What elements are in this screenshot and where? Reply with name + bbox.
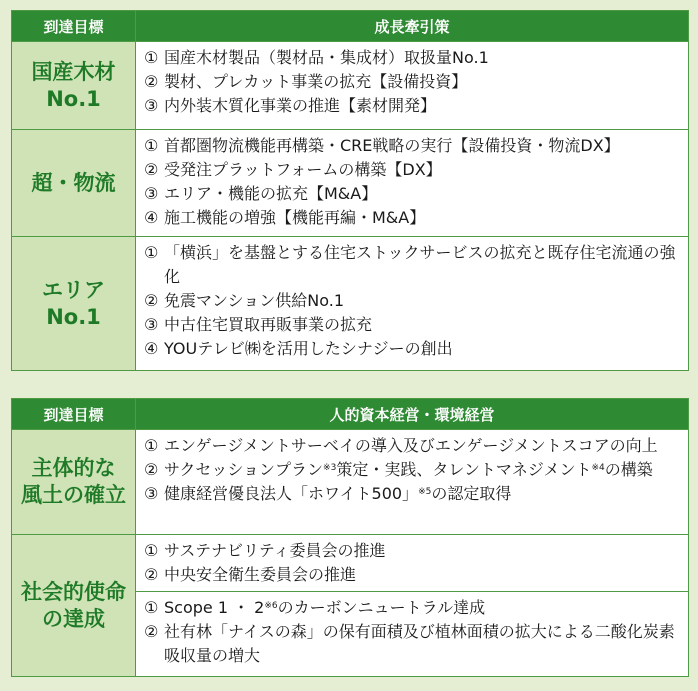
table-row (12, 42, 689, 130)
list-item: ① エンゲージメントサーベイの導入及びエンゲージメントスコアの向上 (144, 436, 658, 455)
table-row (12, 237, 689, 371)
table-header-row (12, 399, 689, 430)
goal-cell: エリア No.1 (12, 237, 136, 371)
strategy-cell (136, 535, 689, 677)
footnote-mark: ※4 (591, 463, 605, 473)
table-row (12, 430, 689, 535)
list-item: ③ 内外装木質化事業の推進【素材開発】 (144, 96, 437, 115)
strategy-cell (136, 237, 689, 371)
growth-strategy-table (11, 10, 689, 371)
table-row (12, 130, 689, 237)
list-item: ② サクセッションプラン$^{※3}$策定・実践、タレントマネジメント$^{※4}$の構築 (144, 460, 653, 479)
goal-cell: 国産木材 No.1 (12, 42, 136, 130)
list-item: ② 製材、プレカット事業の拡充【設備投資】 (144, 72, 468, 91)
footnote-mark: ※6 (264, 601, 278, 611)
list-item: ④ 施工機能の増強【機能再編・M&A】 (144, 208, 426, 227)
table-header-row (12, 11, 689, 42)
list-item: ① 「横浜」を基盤とする住宅ストックサービスの拡充と既存住宅流通の強化 (144, 243, 676, 286)
human-capital-table (11, 398, 689, 677)
strategy-group (136, 535, 688, 591)
header-strategy: 成長牽引策 (136, 11, 689, 42)
strategy-cell (136, 130, 689, 237)
list-item: ② 受発注プラットフォームの構築【DX】 (144, 160, 442, 179)
list-item: ① 国産木材製品（製材品・集成材）取扱量No.1 (144, 48, 489, 67)
list-item: ② 社有林「ナイスの森」の保有面積及び植林面積の拡大による二酸化炭素吸収量の増大 (144, 622, 675, 665)
list-item: ③ 中古住宅買取再販事業の拡充 (144, 315, 373, 334)
list-item: ① サステナビリティ委員会の推進 (144, 541, 386, 560)
table-row (12, 535, 689, 677)
footnote-mark: ※5 (418, 487, 432, 497)
goal-cell: 社会的使命 の達成 (12, 535, 136, 677)
list-item: ② 免震マンション供給No.1 (144, 291, 345, 310)
footnote-mark: ※3 (323, 463, 337, 473)
list-item: ③ 健康経営優良法人「ホワイト500」$^{※5}$の認定取得 (144, 484, 512, 503)
goal-cell: 主体的な 風土の確立 (12, 430, 136, 535)
list-item: ① Scope 1 ・ 2$^{※6}$のカーボンニュートラル達成 (144, 598, 486, 617)
strategy-cell (136, 430, 689, 535)
strategy-cell (136, 42, 689, 130)
goal-cell: 超・物流 (12, 130, 136, 237)
header-goal: 到達目標 (12, 399, 136, 430)
list-item: ④ YOUテレビ㈱を活用したシナジーの創出 (144, 339, 453, 358)
header-strategy: 人的資本経営・環境経営 (136, 399, 689, 430)
list-item: ③ エリア・機能の拡充【M&A】 (144, 184, 378, 203)
strategy-group (136, 591, 688, 672)
list-item: ② 中央安全衛生委員会の推進 (144, 565, 357, 584)
list-item: ① 首都圏物流機能再構築・CRE戦略の実行【設備投資・物流DX】 (144, 136, 620, 155)
header-goal: 到達目標 (12, 11, 136, 42)
